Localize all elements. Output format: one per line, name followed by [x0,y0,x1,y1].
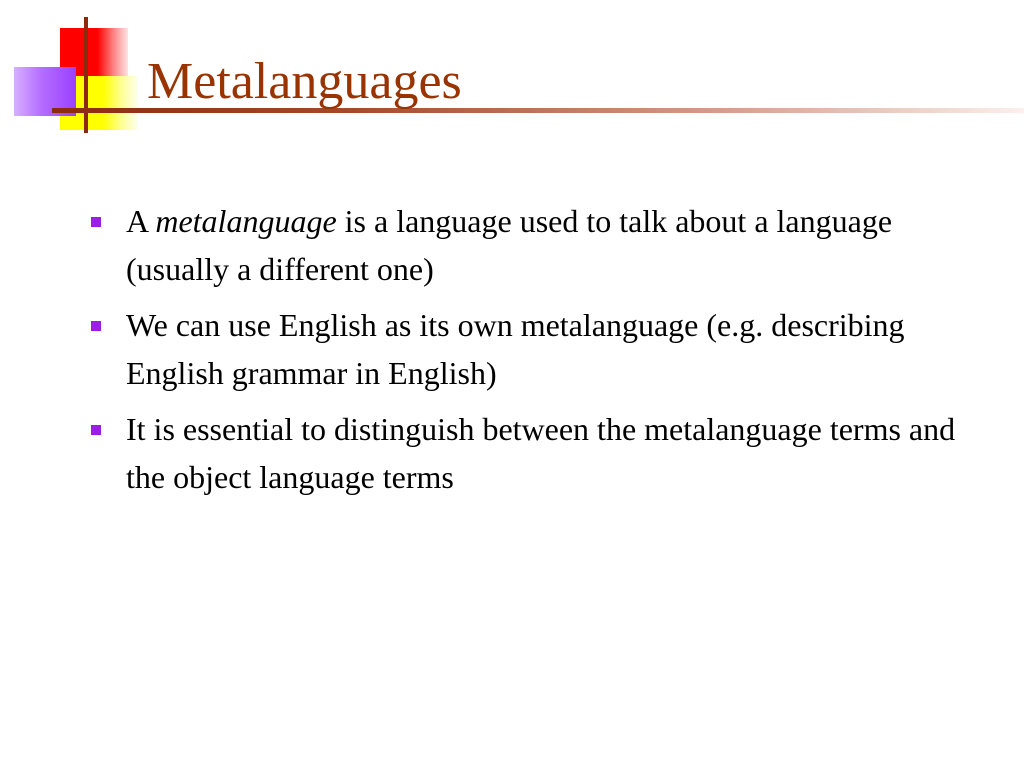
bullet-item [88,301,968,397]
bullet-item [88,197,968,293]
bullet-text-emphasis: metalanguage [155,203,337,239]
square-bullet-icon [91,321,101,331]
bullet-text [126,203,892,287]
slide-title: Metalanguages [147,53,462,110]
square-bullet-icon [91,217,101,227]
square-bullet-icon [91,425,101,435]
bullet-text: We can use English as its own metalanguage (e.g. describing English grammar in English) [126,307,905,391]
logo-vertical-line [84,17,88,133]
bullet-item [88,405,968,501]
bullet-text-pre: A [126,203,156,239]
bullet-text-post: is a language used to talk about a language (usually a different one) [126,203,893,287]
bullet-text: It is essential to distinguish between the metalanguage terms and the object language terms [126,411,956,495]
bullet-list [88,197,968,509]
decorative-logo [0,0,150,140]
